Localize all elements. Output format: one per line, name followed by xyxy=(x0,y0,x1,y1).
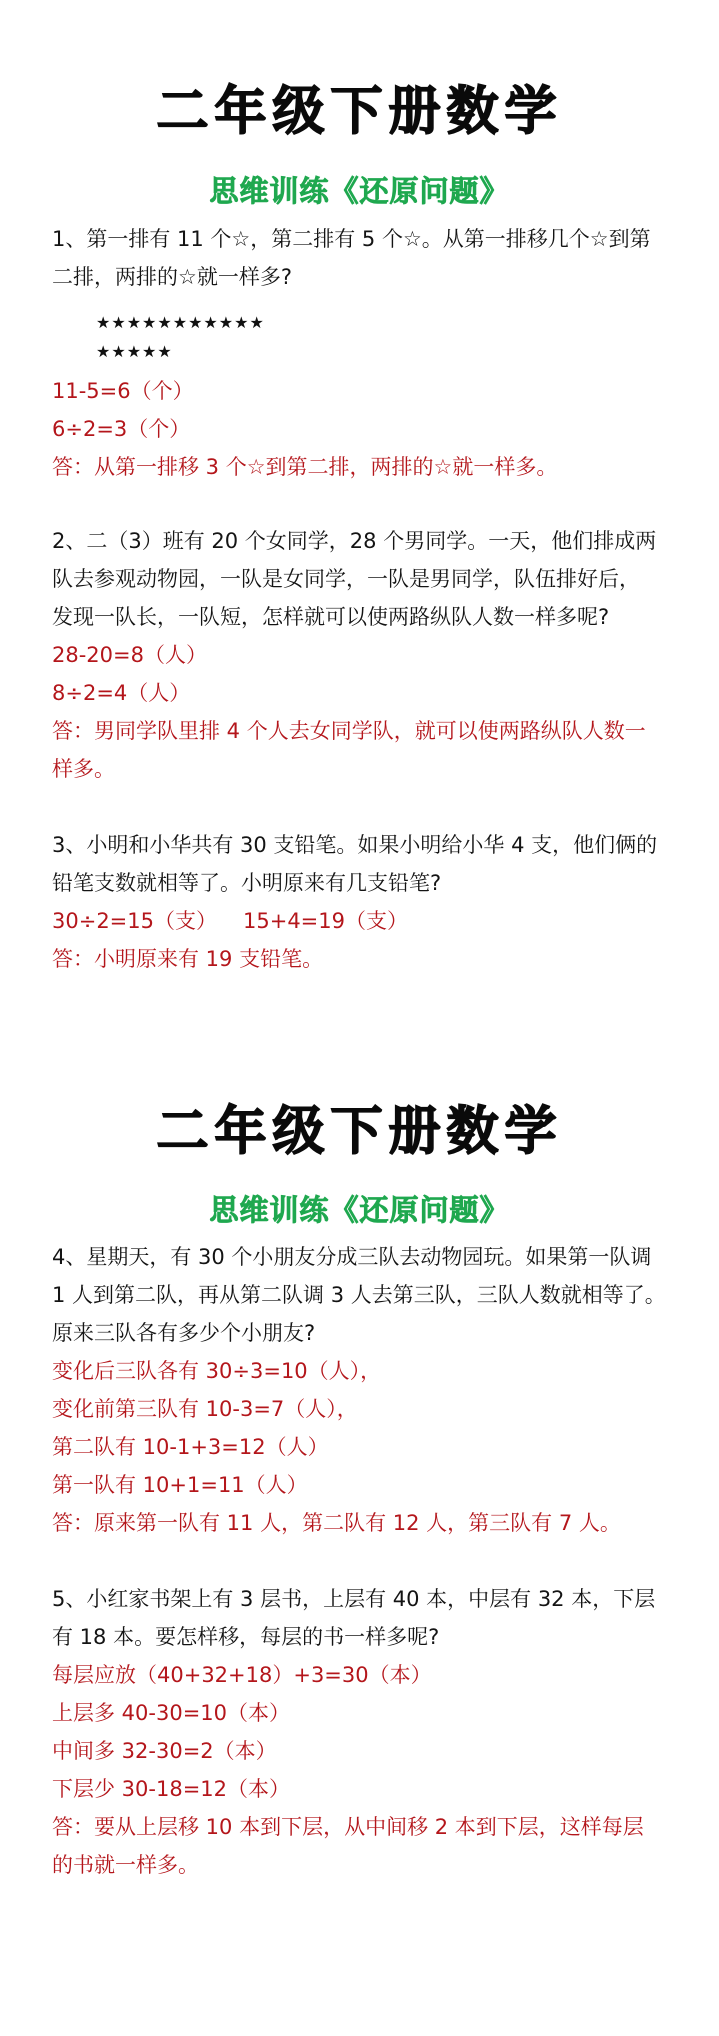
solution-line: 11-5=6（个） xyxy=(52,379,194,403)
answer-line: 答：从第一排移 3 个☆到第二排，两排的☆就一样多。 xyxy=(52,455,558,479)
solution-line: 每层应放（40+32+18）+3=30（本） xyxy=(52,1663,432,1687)
question-line: 有 18 本。要怎样移，每层的书一样多呢? xyxy=(52,1625,440,1649)
solution-line xyxy=(52,902,677,940)
solution-line: 6÷2=3（个） xyxy=(52,417,191,441)
solution-step-a: 30÷2=15（支） xyxy=(52,909,217,933)
page-title: 二年级下册数学 xyxy=(156,82,563,142)
problem-1 xyxy=(52,220,677,296)
question-line: 3、小明和小华共有 30 支铅笔。如果小明给小华 4 支，他们俩的 xyxy=(52,833,658,857)
solution-line: 中间多 32-30=2（本） xyxy=(52,1739,277,1763)
solution-1 xyxy=(52,372,677,486)
answer-line: 答：原来第一队有 11 人，第二队有 12 人，第三队有 7 人。 xyxy=(52,1511,621,1535)
problem-4 xyxy=(52,1238,677,1542)
page-subtitle: 思维训练《还原问题》 xyxy=(209,174,510,208)
question-line: 发现一队长，一队短，怎样就可以使两路纵队人数一样多呢? xyxy=(52,605,610,629)
question-line: 4、星期天，有 30 个小朋友分成三队去动物园玩。如果第一队调 xyxy=(52,1245,652,1269)
solution-line: 下层少 30-18=12（本） xyxy=(52,1777,291,1801)
solution-step-b: 15+4=19（支） xyxy=(243,909,408,933)
page-subtitle-2: 思维训练《还原问题》 xyxy=(209,1193,510,1227)
question-line: 铅笔支数就相等了。小明原来有几支铅笔? xyxy=(52,871,442,895)
question-line: 二排，两排的☆就一样多? xyxy=(52,265,292,289)
problem-3 xyxy=(52,826,677,978)
answer-line: 答：小明原来有 19 支铅笔。 xyxy=(52,947,324,971)
stars-row-1: ★★★★★★★★★★★ xyxy=(96,313,265,332)
answer-line: 答：男同学队里排 4 个人去女同学队，就可以使两路纵队人数一 xyxy=(52,719,646,743)
answer-line: 答：要从上层移 10 本到下层，从中间移 2 本到下层，这样每层 xyxy=(52,1815,644,1839)
question-line: 2、二（3）班有 20 个女同学，28 个男同学。一天，他们排成两 xyxy=(52,529,657,553)
question-line: 5、小红家书架上有 3 层书，上层有 40 本，中层有 32 本，下层 xyxy=(52,1587,656,1611)
problem-2 xyxy=(52,522,677,788)
solution-line: 第二队有 10-1+3=12（人） xyxy=(52,1435,329,1459)
stars-row-2: ★★★★★ xyxy=(96,342,173,361)
question-line: 1 人到第二队，再从第二队调 3 人去第三队，三队人数就相等了。 xyxy=(52,1283,666,1307)
solution-line: 变化后三队各有 30÷3=10（人）， xyxy=(52,1359,382,1383)
solution-line: 变化前第三队有 10-3=7（人）， xyxy=(52,1397,358,1421)
solution-line: 8÷2=4（人） xyxy=(52,681,191,705)
question-line: 原来三队各有多少个小朋友? xyxy=(52,1321,316,1345)
solution-line: 上层多 40-30=10（本） xyxy=(52,1701,291,1725)
solution-line: 第一队有 10+1=11（人） xyxy=(52,1473,308,1497)
question-line: 队去参观动物园，一队是女同学，一队是男同学，队伍排好后， xyxy=(52,567,640,591)
problem-5 xyxy=(52,1580,677,1884)
solution-line: 28-20=8（人） xyxy=(52,643,207,667)
answer-line: 的书就一样多。 xyxy=(52,1853,199,1877)
answer-line: 样多。 xyxy=(52,757,115,781)
question-line: 1、第一排有 11 个☆，第二排有 5 个☆。从第一排移几个☆到第 xyxy=(52,227,651,251)
page-title-2: 二年级下册数学 xyxy=(156,1102,563,1162)
